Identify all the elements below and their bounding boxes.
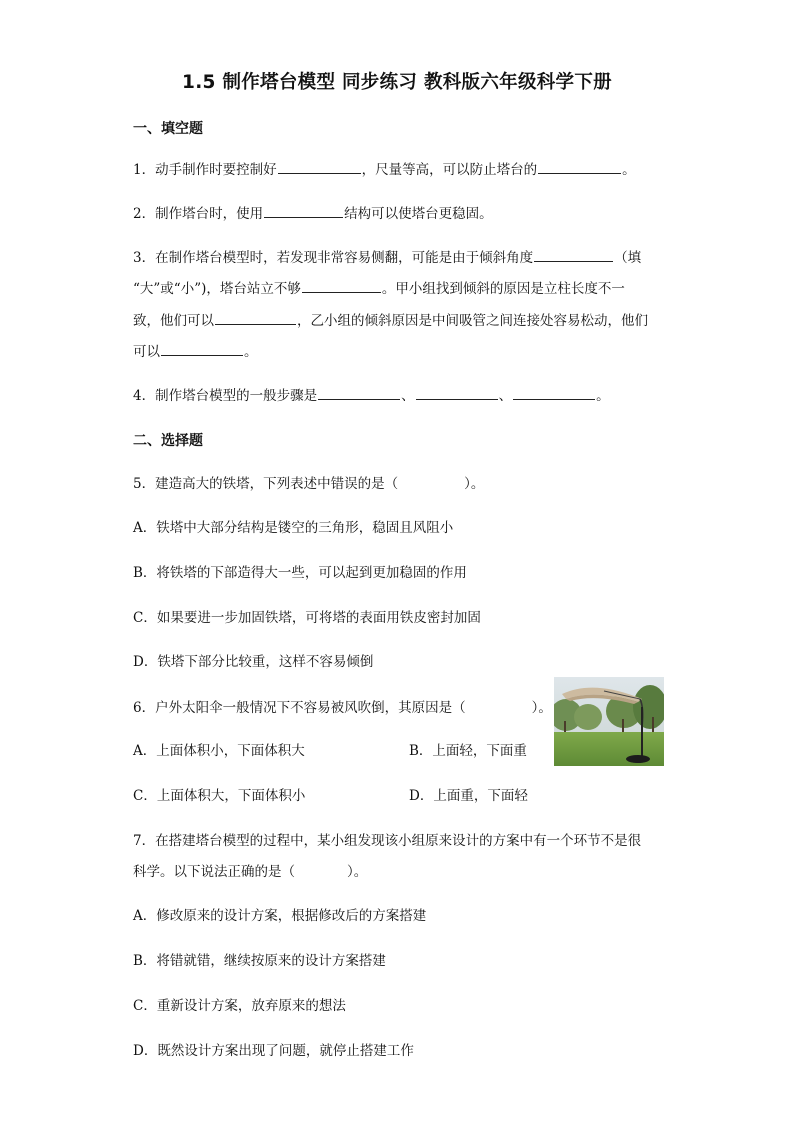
answer-blank[interactable] [215,310,296,325]
answer-blank[interactable] [513,385,595,400]
answer-blank[interactable] [318,385,400,400]
section-heading-fill-in: 一、填空题 [133,121,203,137]
option-5-a[interactable]: A．铁塔中大部分结构是镂空的三角形，稳固且风阻小 [133,520,454,536]
option-5-d[interactable]: D．铁塔下部分比较重，这样不容易倾倒 [133,654,374,670]
answer-blank[interactable] [278,159,361,174]
option-7-a[interactable]: A．修改原来的设计方案，根据修改后的方案搭建 [133,908,427,924]
question-6-stem: 6．户外太阳伞一般情况下不容易被风吹倒，其原因是（ ）。 [133,700,552,716]
option-7-c[interactable]: C．重新设计方案，放弃原来的想法 [133,998,346,1014]
page-title: 1.5 制作塔台模型 同步练习 教科版六年级科学下册 [182,72,612,93]
patio-umbrella-photo [554,677,664,766]
question-3-line-3: 致，他们可以 ，乙小组的倾斜原因是中间吸管之间连接处容易松动，他们 [133,310,648,331]
question-1: 1．动手制作时要控制好 ，尺量等高，可以防止塔台的 。 [133,159,636,180]
option-6-b[interactable]: B．上面轻，下面重 [409,743,527,759]
option-7-d[interactable]: D．既然设计方案出现了问题，就停止搭建工作 [133,1043,414,1059]
question-3-line-2: “大”或“小”)，塔台站立不够 。甲小组找到倾斜的原因是立柱长度不一 [133,278,625,299]
option-5-c[interactable]: C．如果要进一步加固铁塔，可将塔的表面用铁皮密封加固 [133,610,481,626]
question-5-stem: 5．建造高大的铁塔，下列表述中错误的是（ ）。 [133,476,485,492]
question-3-line-4: 可以 。 [133,341,258,362]
option-7-b[interactable]: B．将错就错，继续按原来的设计方案搭建 [133,953,386,969]
question-2: 2．制作塔台时，使用 结构可以使塔台更稳固。 [133,203,493,224]
answer-blank[interactable] [534,247,613,262]
answer-blank[interactable] [264,203,343,218]
section-heading-multiple-choice: 二、选择题 [133,433,203,449]
answer-blank[interactable] [538,159,621,174]
question-4: 4．制作塔台模型的一般步骤是 、 、 。 [133,385,610,406]
option-5-b[interactable]: B．将铁塔的下部造得大一些，可以起到更加稳固的作用 [133,565,467,581]
question-3-line-1: 3．在制作塔台模型时，若发现非常容易侧翻，可能是由于倾斜角度 （填 [133,247,641,268]
question-7-line-2: 科学。以下说法正确的是（ ）。 [133,864,368,880]
option-6-c[interactable]: C．上面体积大，下面体积小 [133,788,306,804]
answer-blank[interactable] [302,278,381,293]
option-6-a[interactable]: A．上面体积小，下面体积大 [133,743,305,759]
answer-blank[interactable] [161,341,243,356]
answer-blank[interactable] [416,385,498,400]
question-7-line-1: 7．在搭建塔台模型的过程中，某小组发现该小组原来设计的方案中有一个环节不是很 [133,833,642,849]
option-6-d[interactable]: D．上面重，下面轻 [409,788,528,804]
